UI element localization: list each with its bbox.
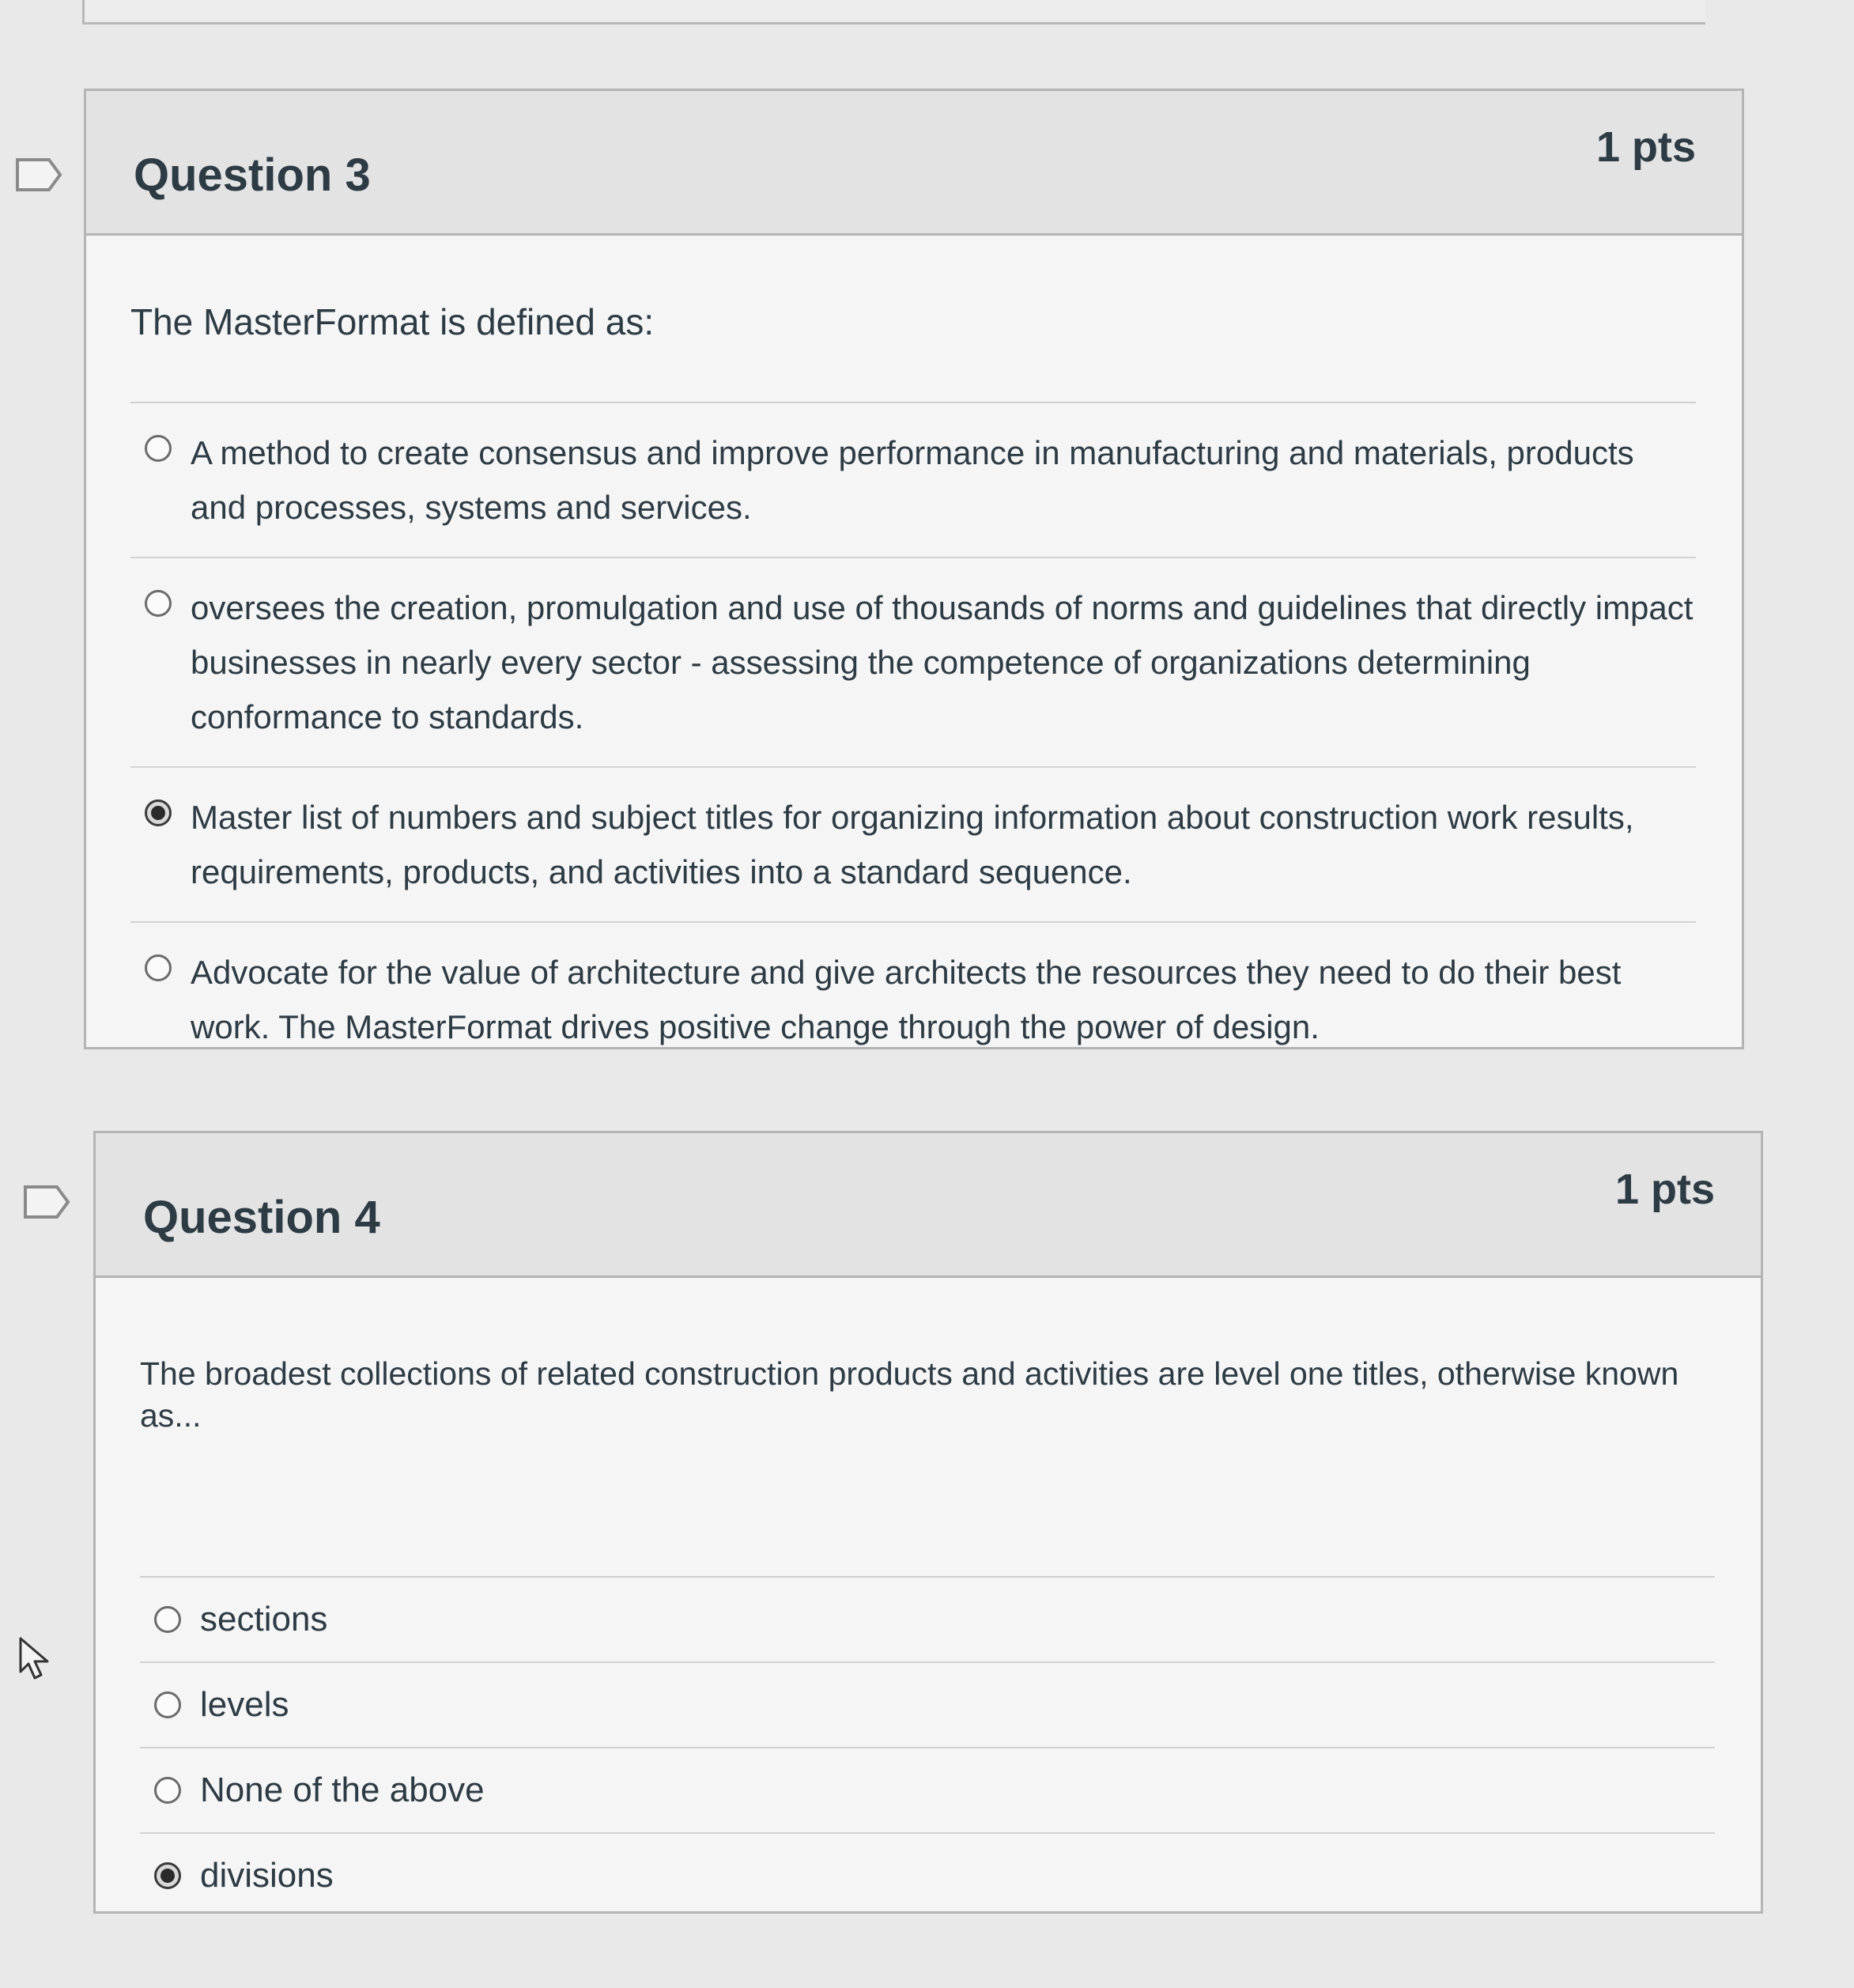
answer-label[interactable]: None of the above xyxy=(200,1770,485,1809)
question-3-points: 1 pts xyxy=(1595,123,1696,171)
radio-button[interactable] xyxy=(145,954,172,981)
answer-option-selected[interactable] xyxy=(140,1832,1715,1918)
question-4-title: Question 4 xyxy=(143,1192,380,1243)
answer-option[interactable] xyxy=(130,921,1696,1076)
question-4-points: 1 pts xyxy=(1614,1166,1715,1213)
flag-question-3-icon[interactable] xyxy=(14,157,63,193)
answer-option[interactable] xyxy=(140,1661,1715,1747)
question-3-header xyxy=(86,91,1742,236)
answer-label[interactable]: oversees the creation, promulgation and use of thousands of norms and guidelines that directly impact businesses in nearly every sector - assessing the competence of organizations determining conformance to standards. xyxy=(191,588,1694,735)
answer-option[interactable] xyxy=(140,1747,1715,1832)
answer-option-selected[interactable] xyxy=(130,766,1696,921)
radio-button-checked[interactable] xyxy=(154,1862,181,1889)
question-3-card xyxy=(84,89,1744,1049)
question-4-text: The broadest collections of related construction products and activities are level one titles, otherwise known as... xyxy=(140,1355,1679,1434)
question-3-body xyxy=(86,236,1742,1076)
radio-button[interactable] xyxy=(145,435,172,462)
answer-label[interactable]: sections xyxy=(200,1599,328,1638)
question-4-header xyxy=(96,1133,1761,1278)
answer-label[interactable]: divisions xyxy=(200,1855,334,1895)
answer-label[interactable]: Master list of numbers and subject titles for organizing information about construction work results, requirements, products, and activities into a standard sequence. xyxy=(191,798,1634,890)
radio-button[interactable] xyxy=(154,1606,181,1633)
answer-option[interactable] xyxy=(130,402,1696,557)
mouse-pointer-icon xyxy=(17,1635,54,1683)
question-4-body xyxy=(96,1278,1761,1918)
answer-option[interactable] xyxy=(140,1576,1715,1661)
question-4-answers xyxy=(140,1576,1715,1918)
answer-label[interactable]: levels xyxy=(200,1684,289,1724)
question-3-text: The MasterFormat is defined as: xyxy=(130,301,655,342)
radio-button-checked[interactable] xyxy=(145,799,172,826)
answer-label[interactable]: A method to create consensus and improve performance in manufacturing and materials, products and processes, systems and services. xyxy=(191,433,1634,526)
radio-button[interactable] xyxy=(154,1691,181,1718)
answer-option[interactable] xyxy=(130,557,1696,766)
question-3-answers xyxy=(130,402,1696,1076)
radio-button[interactable] xyxy=(154,1777,181,1804)
answer-label[interactable]: Advocate for the value of architecture and give architects the resources they need to do their best work. The MasterFormat drives positive change through the power of design. xyxy=(191,953,1622,1045)
flag-question-4-icon[interactable] xyxy=(22,1184,71,1220)
question-3-title: Question 3 xyxy=(134,149,371,201)
question-4-card xyxy=(93,1131,1763,1914)
previous-question-card-edge xyxy=(82,0,1705,25)
radio-button[interactable] xyxy=(145,590,172,617)
